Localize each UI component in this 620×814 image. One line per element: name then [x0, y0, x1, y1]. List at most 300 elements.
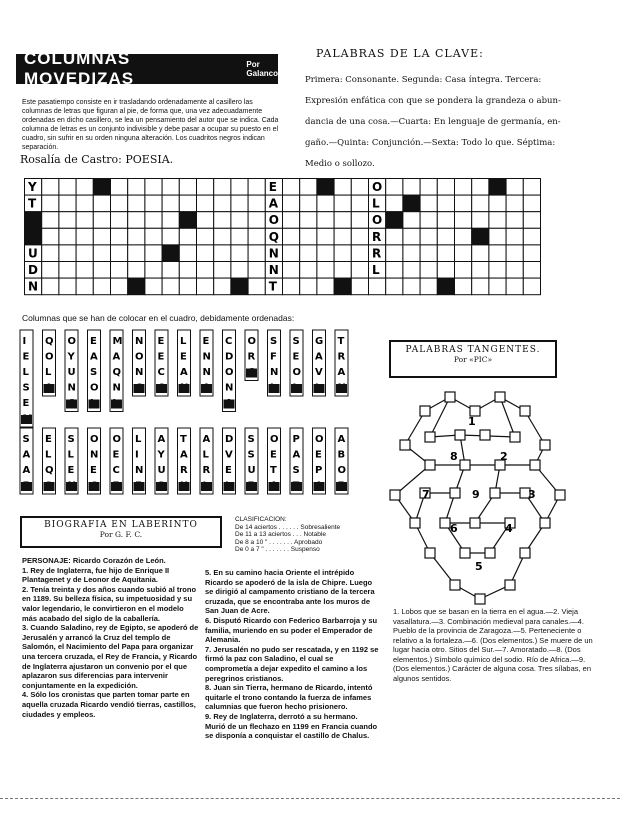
tangent-cell[interactable]	[400, 440, 410, 450]
grid-cell[interactable]	[506, 212, 523, 229]
column-letter: Q	[45, 336, 54, 347]
grid-cell[interactable]	[42, 245, 59, 262]
grid-cell[interactable]	[300, 212, 317, 229]
grid-cell[interactable]	[59, 195, 76, 212]
grid-cell[interactable]	[283, 212, 300, 229]
letter-column[interactable]	[268, 330, 281, 396]
grid-cell[interactable]	[162, 212, 179, 229]
grid-cell[interactable]	[283, 228, 300, 245]
grid-cell[interactable]	[179, 228, 196, 245]
grid-cell[interactable]	[351, 228, 368, 245]
grid-cell[interactable]	[111, 228, 128, 245]
grid-cell[interactable]	[523, 262, 540, 279]
tangent-cell[interactable]	[555, 490, 565, 500]
column-letter: O	[225, 367, 234, 378]
grid-cell[interactable]	[25, 212, 42, 229]
grid-cell[interactable]	[472, 212, 489, 229]
column-letter: R	[180, 465, 188, 476]
grid-cell[interactable]	[128, 195, 145, 212]
tangent-cell[interactable]	[410, 518, 420, 528]
tangent-number: 9	[472, 488, 480, 501]
grid-cell[interactable]	[300, 262, 317, 279]
separator-mark	[291, 384, 302, 393]
grid-cell[interactable]	[506, 262, 523, 279]
tangent-cell[interactable]	[475, 594, 485, 604]
grid-cell[interactable]	[351, 179, 368, 196]
grid-cell[interactable]	[128, 262, 145, 279]
grid-cell[interactable]	[231, 278, 248, 295]
grid-cell[interactable]	[420, 179, 437, 196]
separator-mark	[201, 482, 212, 491]
grid-cell[interactable]	[128, 245, 145, 262]
letter-column[interactable]	[335, 330, 348, 396]
grid-cell[interactable]	[283, 262, 300, 279]
grid-cell[interactable]	[248, 179, 265, 196]
grid-cell[interactable]	[300, 245, 317, 262]
tangent-cell[interactable]	[390, 490, 400, 500]
grid-cell[interactable]	[334, 278, 351, 295]
grid-cell[interactable]	[472, 245, 489, 262]
column-letter: E	[45, 434, 52, 445]
grid-cell[interactable]	[128, 179, 145, 196]
grid-cell[interactable]	[59, 179, 76, 196]
letter-column[interactable]	[43, 330, 56, 396]
grid-cell[interactable]	[351, 262, 368, 279]
grid-cell[interactable]	[76, 245, 93, 262]
grid-cell[interactable]	[59, 228, 76, 245]
tangent-cell[interactable]	[520, 548, 530, 558]
tangent-cell[interactable]	[455, 430, 465, 440]
letter-column[interactable]	[88, 330, 101, 412]
letter-column[interactable]	[20, 428, 33, 494]
letter-column[interactable]	[313, 330, 326, 396]
letter-column[interactable]	[43, 428, 56, 494]
grid-cell[interactable]	[42, 179, 59, 196]
grid-cell[interactable]	[317, 228, 334, 245]
column-letter: M	[112, 336, 123, 347]
tangent-cell[interactable]	[485, 548, 495, 558]
grid-cell[interactable]	[437, 179, 454, 196]
column-letter: A	[22, 465, 31, 476]
grid-cell[interactable]	[386, 212, 403, 229]
tangent-cell[interactable]	[460, 548, 470, 558]
grid-cell[interactable]	[334, 179, 351, 196]
separator-mark	[246, 369, 257, 378]
grid-cell[interactable]	[386, 245, 403, 262]
grid-cell[interactable]	[128, 212, 145, 229]
grid-cell[interactable]	[248, 245, 265, 262]
grid-cell[interactable]	[59, 212, 76, 229]
letter-column[interactable]	[200, 428, 213, 494]
letter-column[interactable]	[88, 428, 101, 494]
separator-mark	[156, 482, 167, 491]
grid-cell[interactable]	[197, 278, 214, 295]
letter-column[interactable]	[155, 428, 168, 494]
grid-cell[interactable]	[76, 228, 93, 245]
grid-cell[interactable]	[300, 195, 317, 212]
grid-cell[interactable]	[179, 278, 196, 295]
tangent-cell[interactable]	[520, 406, 530, 416]
tangent-cell[interactable]	[495, 392, 505, 402]
separator-mark	[134, 384, 145, 393]
grid-cell[interactable]	[420, 228, 437, 245]
column-letter: N	[90, 449, 99, 461]
grid-cell[interactable]	[197, 262, 214, 279]
letter-column[interactable]	[245, 330, 258, 381]
grid-cell[interactable]	[59, 262, 76, 279]
grid-cell[interactable]	[455, 262, 472, 279]
column-letter: O	[90, 434, 99, 445]
grid-cell[interactable]	[42, 262, 59, 279]
grid-cell[interactable]	[197, 179, 214, 196]
letter-column[interactable]	[223, 330, 236, 412]
tangent-cell[interactable]	[425, 432, 435, 442]
column-letter: L	[45, 449, 52, 461]
grid-cell[interactable]	[506, 195, 523, 212]
grid-cell[interactable]	[455, 245, 472, 262]
grid-cell[interactable]	[403, 245, 420, 262]
letter-column[interactable]	[20, 330, 33, 427]
tangent-cell[interactable]	[490, 488, 500, 498]
grid-cell[interactable]	[437, 245, 454, 262]
column-letter: E	[157, 351, 165, 363]
letter-column[interactable]	[223, 428, 236, 494]
letter-column[interactable]	[110, 428, 123, 494]
grid-cell[interactable]	[145, 195, 162, 212]
tangent-cell[interactable]	[440, 518, 450, 528]
grid-cell[interactable]	[523, 278, 540, 295]
grid-cell[interactable]	[111, 278, 128, 295]
tangent-cell[interactable]	[540, 440, 550, 450]
grid-cell[interactable]	[489, 179, 506, 196]
column-letter: P	[292, 434, 300, 445]
grid-cell[interactable]	[93, 278, 110, 295]
grid-cell[interactable]	[403, 262, 420, 279]
grid-cell[interactable]	[197, 245, 214, 262]
grid-cell[interactable]	[403, 212, 420, 229]
separator-mark	[89, 482, 100, 491]
column-letter: L	[180, 336, 187, 347]
letter-column[interactable]	[200, 330, 213, 396]
grid-cell[interactable]	[489, 195, 506, 212]
grid-cell[interactable]	[317, 195, 334, 212]
grid-cell[interactable]	[489, 278, 506, 295]
grid-cell[interactable]	[420, 262, 437, 279]
grid-cell[interactable]	[300, 179, 317, 196]
letter-column[interactable]	[178, 428, 191, 494]
letter-column[interactable]	[245, 428, 258, 494]
grid-cell[interactable]	[351, 278, 368, 295]
grid-cell[interactable]	[162, 228, 179, 245]
grid-cell[interactable]	[386, 262, 403, 279]
grid-cell[interactable]	[437, 278, 454, 295]
grid-cell[interactable]	[506, 228, 523, 245]
grid-cell[interactable]	[162, 179, 179, 196]
grid-cell[interactable]	[455, 195, 472, 212]
grid-cell[interactable]	[76, 212, 93, 229]
clasificacion-title: CLASIFICACION:	[235, 516, 287, 523]
grid-cell[interactable]	[162, 195, 179, 212]
tangent-cell[interactable]	[480, 430, 490, 440]
grid-cell[interactable]	[283, 245, 300, 262]
grid-cell[interactable]	[386, 195, 403, 212]
separator-mark	[246, 482, 257, 491]
grid-cell[interactable]	[214, 262, 231, 279]
letter-column[interactable]	[65, 330, 78, 412]
grid-cell[interactable]	[455, 179, 472, 196]
letter-column[interactable]	[313, 428, 326, 494]
grid-cell[interactable]	[420, 245, 437, 262]
letter-column[interactable]	[133, 330, 146, 396]
grid-cell[interactable]	[179, 179, 196, 196]
grid-cell[interactable]	[162, 245, 179, 262]
grid-cell[interactable]	[42, 228, 59, 245]
column-letter: N	[135, 367, 144, 378]
separator-mark	[21, 482, 32, 491]
grid-cell[interactable]	[145, 179, 162, 196]
grid-cell[interactable]	[420, 278, 437, 295]
grid-cell[interactable]	[351, 245, 368, 262]
tangent-cell[interactable]	[510, 432, 520, 442]
grid-cell[interactable]	[351, 195, 368, 212]
grid-cell[interactable]	[300, 228, 317, 245]
letter-column[interactable]	[268, 428, 281, 494]
tangent-cell[interactable]	[425, 460, 435, 470]
author-line: Rosalía de Castro: POESIA.	[20, 153, 174, 166]
grid-cell[interactable]	[162, 278, 179, 295]
tangent-cell[interactable]	[505, 580, 515, 590]
grid-cell[interactable]	[76, 262, 93, 279]
grid-cell[interactable]	[111, 212, 128, 229]
separator-mark	[314, 482, 325, 491]
tangent-cell[interactable]	[450, 488, 460, 498]
tangent-cell[interactable]	[445, 392, 455, 402]
column-letter: A	[180, 367, 188, 378]
column-letter: R	[337, 351, 346, 363]
grid-cell[interactable]	[369, 278, 386, 295]
grid-cell[interactable]	[523, 195, 540, 212]
grid-cell[interactable]	[214, 195, 231, 212]
grid-cell[interactable]	[334, 228, 351, 245]
grid-cell[interactable]	[25, 228, 42, 245]
grid-cell[interactable]	[179, 195, 196, 212]
grid-cell[interactable]	[403, 228, 420, 245]
personaje: PERSONAJE: Ricardo Corazón de León.	[22, 556, 166, 565]
grid-cell[interactable]	[42, 212, 59, 229]
grid-cell[interactable]	[248, 212, 265, 229]
column-letter: Y	[67, 351, 75, 363]
grid-cell[interactable]	[403, 179, 420, 196]
separator-mark	[179, 384, 190, 393]
letter-column[interactable]	[335, 428, 348, 494]
grid-cell[interactable]	[386, 228, 403, 245]
grid-cell[interactable]	[231, 212, 248, 229]
grid-letter: N	[268, 263, 279, 277]
grid-cell[interactable]	[93, 212, 110, 229]
grid-cell[interactable]	[523, 228, 540, 245]
separator-mark	[44, 384, 55, 393]
grid-cell[interactable]	[283, 195, 300, 212]
grid-cell[interactable]	[523, 245, 540, 262]
letter-column[interactable]	[290, 428, 303, 494]
grid-cell[interactable]	[506, 179, 523, 196]
tangent-cell[interactable]	[425, 548, 435, 558]
grid-cell[interactable]	[145, 278, 162, 295]
grid-cell[interactable]	[214, 245, 231, 262]
grid-cell[interactable]	[334, 262, 351, 279]
grid-cell[interactable]	[300, 278, 317, 295]
grid-cell[interactable]	[420, 195, 437, 212]
grid-cell[interactable]	[145, 228, 162, 245]
grid-cell[interactable]	[437, 195, 454, 212]
grid-cell[interactable]	[231, 195, 248, 212]
separator-mark	[201, 384, 212, 393]
grid-cell[interactable]	[437, 212, 454, 229]
separator-mark	[314, 384, 325, 393]
tangent-link	[500, 397, 515, 437]
grid-cell[interactable]	[197, 228, 214, 245]
columnas-movedizas-banner	[16, 49, 278, 88]
grid-cell[interactable]	[179, 212, 196, 229]
grid-cell[interactable]	[403, 278, 420, 295]
grid-letter: D	[28, 263, 38, 277]
letter-column[interactable]	[133, 428, 146, 494]
column-letter: L	[67, 449, 74, 461]
grid-cell[interactable]	[523, 179, 540, 196]
grid-cell[interactable]	[472, 228, 489, 245]
grid-cell[interactable]	[128, 228, 145, 245]
grid-cell[interactable]	[334, 212, 351, 229]
grid-cell[interactable]	[179, 245, 196, 262]
grid-cell[interactable]	[42, 195, 59, 212]
tangent-cell[interactable]	[420, 406, 430, 416]
grid-cell[interactable]	[248, 278, 265, 295]
grid-cell[interactable]	[506, 245, 523, 262]
tangent-number: 5	[475, 560, 483, 573]
column-letter: E	[90, 465, 97, 476]
grid-cell[interactable]	[334, 195, 351, 212]
grid-cell[interactable]	[111, 195, 128, 212]
grid-letter: N	[28, 279, 39, 294]
grid-cell[interactable]	[214, 228, 231, 245]
tangent-cell[interactable]	[540, 518, 550, 528]
grid-cell[interactable]	[248, 228, 265, 245]
grid-cell[interactable]	[231, 262, 248, 279]
grid-cell[interactable]	[197, 195, 214, 212]
grid-cell[interactable]	[42, 278, 59, 295]
grid-cell[interactable]	[386, 179, 403, 196]
column-letter: Q	[45, 465, 54, 476]
banner-author: Por Galanco	[246, 60, 278, 78]
grid-cell[interactable]	[111, 245, 128, 262]
grid-cell[interactable]	[472, 262, 489, 279]
grid-cell[interactable]	[214, 278, 231, 295]
grid-cell[interactable]	[283, 278, 300, 295]
grid-cell[interactable]	[455, 278, 472, 295]
grid-cell[interactable]	[386, 278, 403, 295]
grid-cell[interactable]	[145, 245, 162, 262]
clave-text	[305, 70, 605, 175]
grid-cell[interactable]	[93, 195, 110, 212]
grid-cell[interactable]	[214, 212, 231, 229]
grid-cell[interactable]	[231, 228, 248, 245]
grid-cell[interactable]	[76, 278, 93, 295]
grid-cell[interactable]	[231, 245, 248, 262]
grid-cell[interactable]	[111, 262, 128, 279]
grid-cell[interactable]	[317, 212, 334, 229]
letter-column[interactable]	[65, 428, 78, 494]
grid-cell[interactable]	[162, 262, 179, 279]
column-letter: P	[315, 465, 323, 476]
grid-cell[interactable]	[197, 212, 214, 229]
tangent-cell[interactable]	[450, 580, 460, 590]
grid-cell[interactable]	[455, 212, 472, 229]
grid-cell[interactable]	[472, 195, 489, 212]
grid-cell[interactable]	[437, 262, 454, 279]
grid-cell[interactable]	[76, 195, 93, 212]
grid-cell[interactable]	[489, 262, 506, 279]
grid-cell[interactable]	[317, 278, 334, 295]
grid-cell[interactable]	[472, 278, 489, 295]
grid-cell[interactable]	[93, 179, 110, 196]
tangent-cell[interactable]	[530, 460, 540, 470]
grid-cell[interactable]	[93, 262, 110, 279]
grid-cell[interactable]	[317, 179, 334, 196]
letter-column[interactable]	[110, 330, 123, 412]
grid-cell[interactable]	[472, 179, 489, 196]
tangent-cell[interactable]	[460, 460, 470, 470]
grid-cell[interactable]	[145, 262, 162, 279]
grid-cell[interactable]	[76, 179, 93, 196]
grid-cell[interactable]	[334, 245, 351, 262]
grid-cell[interactable]	[437, 228, 454, 245]
letter-column[interactable]	[178, 330, 191, 396]
letter-column[interactable]	[155, 330, 168, 396]
grid-cell[interactable]	[179, 262, 196, 279]
grid-cell[interactable]	[420, 212, 437, 229]
grid-cell[interactable]	[93, 228, 110, 245]
grid-cell[interactable]	[59, 278, 76, 295]
grid-cell[interactable]	[283, 179, 300, 196]
grid-cell[interactable]	[455, 228, 472, 245]
separator-mark	[44, 482, 55, 491]
grid-cell[interactable]	[403, 195, 420, 212]
grid-cell[interactable]	[489, 245, 506, 262]
grid-cell[interactable]	[59, 245, 76, 262]
grid-cell[interactable]	[231, 179, 248, 196]
grid-cell[interactable]	[145, 212, 162, 229]
grid-cell[interactable]	[248, 262, 265, 279]
grid-cell[interactable]	[489, 212, 506, 229]
column-letter: V	[315, 367, 323, 378]
grid-cell[interactable]	[317, 245, 334, 262]
grid-cell[interactable]	[523, 212, 540, 229]
separator-mark	[224, 400, 235, 409]
column-letter: O	[270, 434, 279, 445]
crossword-grid	[24, 178, 584, 300]
letter-column[interactable]	[290, 330, 303, 396]
grid-cell[interactable]	[214, 179, 231, 196]
grid-cell[interactable]	[248, 195, 265, 212]
grid-cell[interactable]	[317, 262, 334, 279]
grid-cell[interactable]	[351, 212, 368, 229]
grid-cell[interactable]	[128, 278, 145, 295]
grid-cell[interactable]	[93, 245, 110, 262]
grid-cell[interactable]	[111, 179, 128, 196]
tangent-cell[interactable]	[470, 518, 480, 528]
grid-cell[interactable]	[506, 278, 523, 295]
grid-cell[interactable]	[489, 228, 506, 245]
